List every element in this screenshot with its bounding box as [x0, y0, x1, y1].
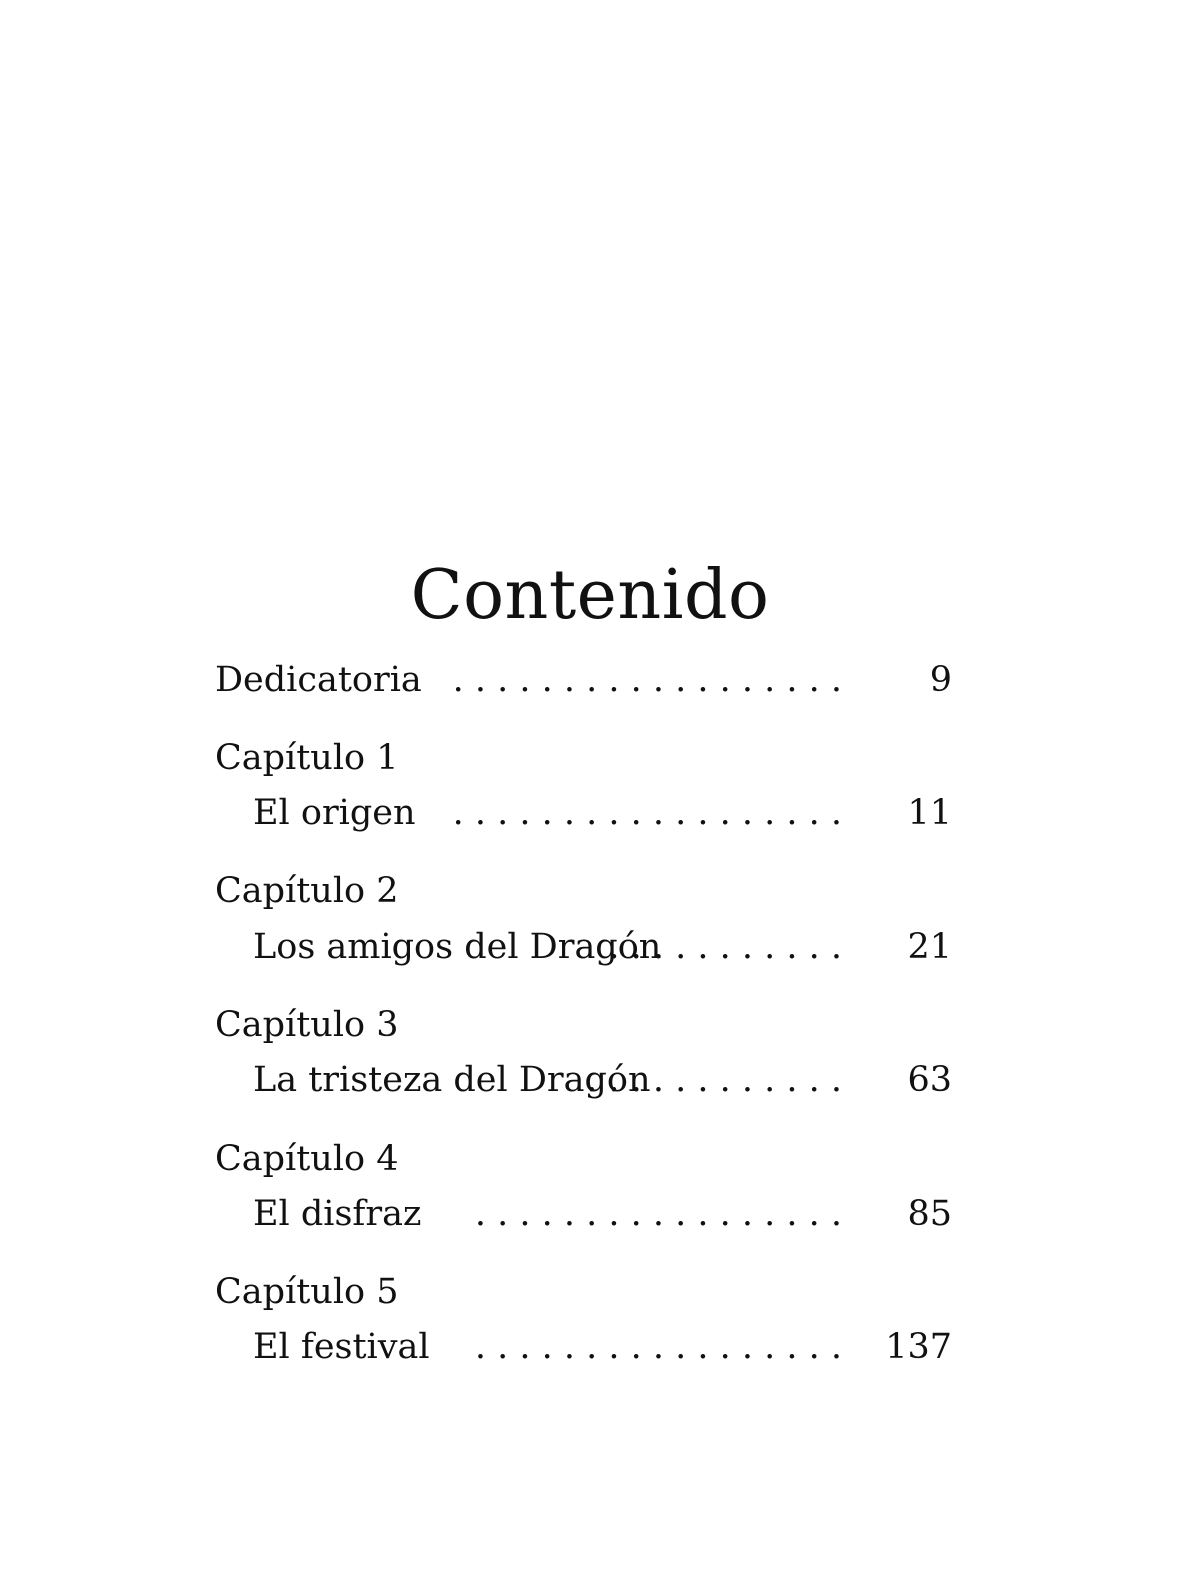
dot-leader: . . . . . . . . . . . . . . . . .: [474, 1327, 842, 1367]
toc-entry-label: La tristeza del Dragón: [253, 1060, 651, 1100]
dot-leader: . . . . . . . . . . . . . . . . . .: [452, 793, 842, 833]
toc-entry-label: Dedicatoria: [215, 660, 422, 700]
toc-chapter-heading-5: [0, 1267, 1180, 1317]
toc-page-number: 11: [907, 793, 952, 833]
dot-leader: . . . . . . . . . . .: [608, 927, 842, 967]
toc-page-number: 63: [907, 1060, 952, 1100]
toc-chapter-heading-1: [0, 733, 1180, 783]
page-title: Contenido: [410, 555, 770, 635]
chapter-label: Capítulo 5: [215, 1272, 399, 1312]
toc-entry-label: El disfraz: [253, 1194, 422, 1234]
toc-chapter-heading-3: [0, 1000, 1180, 1050]
toc-entry-chapter-3[interactable]: [0, 1055, 1180, 1105]
chapter-label: Capítulo 1: [215, 738, 399, 778]
toc-page-number: 21: [907, 927, 952, 967]
toc-chapter-heading-4: [0, 1134, 1180, 1184]
dot-leader: . . . . . . . . . . . .: [586, 1060, 842, 1100]
chapter-label: Capítulo 4: [215, 1139, 399, 1179]
toc-entry-chapter-1[interactable]: [0, 788, 1180, 838]
dot-leader: . . . . . . . . . . . . . . . . . .: [452, 660, 842, 700]
dot-leader: . . . . . . . . . . . . . . . . .: [474, 1194, 842, 1234]
toc-entry-label: El festival: [253, 1327, 430, 1367]
toc-entry-chapter-4[interactable]: [0, 1189, 1180, 1239]
toc-entry-label: Los amigos del Dragón: [253, 927, 662, 967]
toc-entry-dedicatoria[interactable]: [0, 655, 1180, 705]
toc-entry-chapter-5[interactable]: [0, 1322, 1180, 1372]
toc-page-number: 9: [929, 660, 952, 700]
toc-entry-label: El origen: [253, 793, 416, 833]
toc-entry-chapter-2[interactable]: [0, 922, 1180, 972]
toc-chapter-heading-2: [0, 866, 1180, 916]
toc-page-number: 85: [907, 1194, 952, 1234]
toc-page-number: 137: [885, 1327, 952, 1367]
chapter-label: Capítulo 3: [215, 1005, 399, 1045]
chapter-label: Capítulo 2: [215, 871, 399, 911]
